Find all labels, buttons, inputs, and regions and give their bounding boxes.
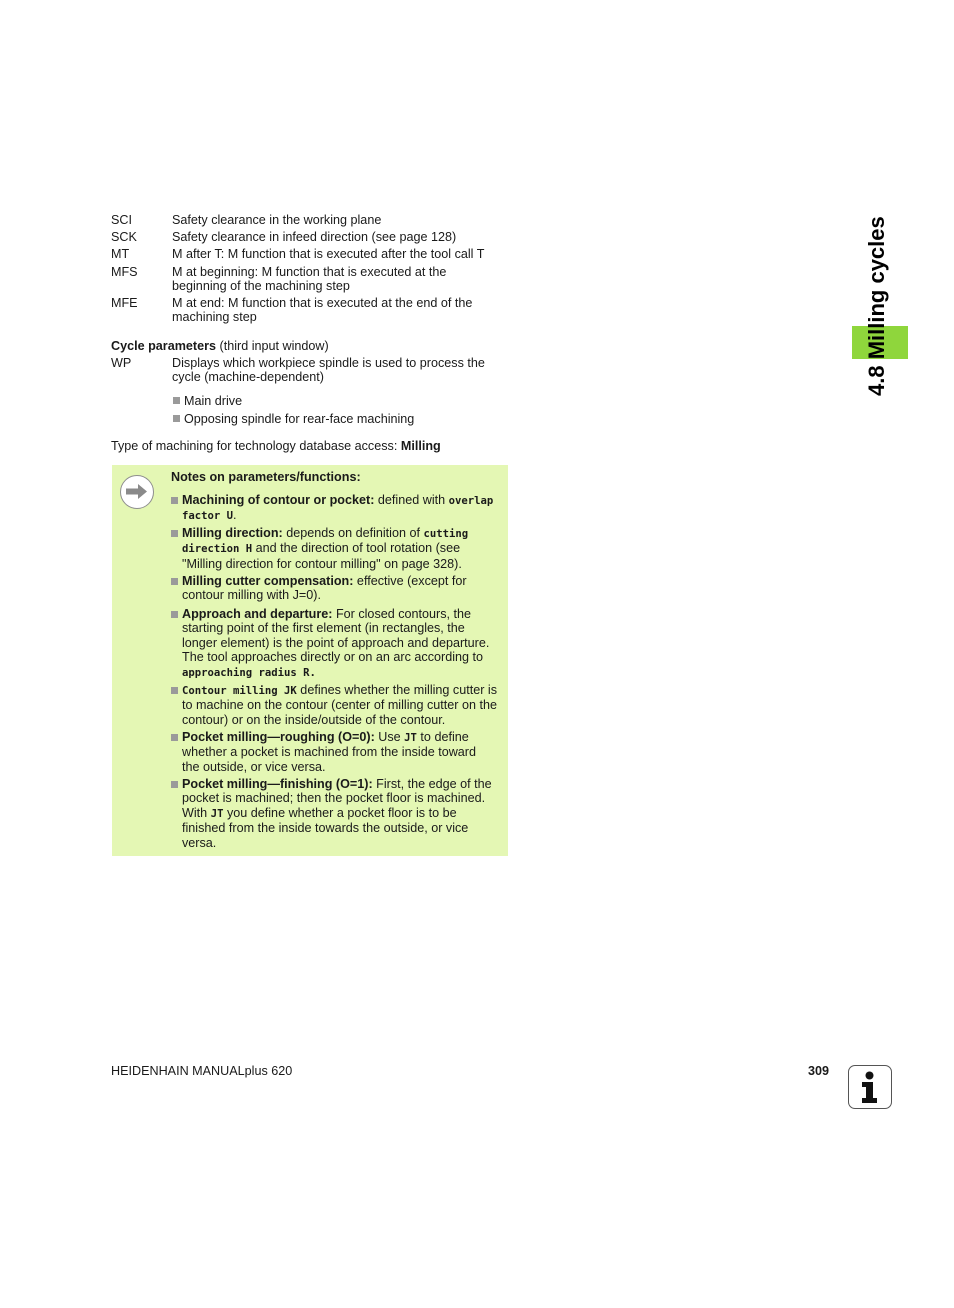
param-code: SCK — [111, 230, 137, 244]
notes-box — [112, 465, 508, 856]
notes-title: Notes on parameters/functions: — [171, 470, 361, 484]
note-code: JT — [404, 732, 417, 744]
note-text: to define whether a pocket is machined from the inside toward the outside, or vice versa. — [182, 730, 477, 774]
note-text: effective (except for contour milling with J=0). — [182, 574, 467, 603]
note-text: you define whether a pocket floor is to be finished from the inside towards the outside, or vice versa. — [182, 805, 469, 850]
note-code: overlap factor U — [182, 495, 494, 523]
bullet-icon — [171, 578, 178, 585]
option-item — [173, 394, 242, 408]
param-code: WP — [111, 356, 132, 370]
param-desc: M at end: M function that is executed at the end of the machining step — [172, 296, 473, 325]
param-desc: Displays which workpiece spindle is used to process the cycle (machine-dependent) — [172, 356, 485, 385]
note-code: cutting direction H — [182, 528, 469, 556]
note-code: JT — [210, 807, 224, 820]
option-label: Opposing spindle for rear-face machining — [184, 412, 415, 426]
note-code: approaching radius R. — [182, 666, 316, 679]
bullet-icon — [171, 734, 178, 741]
bullet-icon — [173, 415, 180, 422]
bullet-icon — [171, 530, 178, 537]
note-text: Use — [374, 730, 405, 744]
bullet-icon — [171, 781, 178, 788]
note-text: depends on definition of — [282, 526, 424, 540]
note-bold: Pocket milling—finishing (O=1): — [182, 777, 373, 791]
note-bold: Pocket milling—roughing (O=0): — [182, 730, 375, 744]
chapter-heading: 4.8 Milling cycles — [864, 216, 889, 396]
bullet-icon — [173, 397, 180, 404]
param-code: SCI — [111, 213, 132, 227]
note-text: . — [233, 508, 237, 523]
option-item — [173, 412, 414, 426]
bullet-icon — [171, 497, 178, 504]
bullet-icon — [171, 611, 178, 618]
machining-type-label: Type of machining for technology database access: — [111, 439, 401, 453]
note-bold: Machining of contour or pocket: — [182, 493, 375, 507]
note-text: First, the edge of the pocket is machined; then the pocket floor is machined. With — [182, 777, 492, 820]
note-text: defined with — [374, 493, 449, 507]
note-text: defines whether the milling cutter is to machine on the contour (center of milling cutter on the contour) or on the inside/outside of the contour. — [182, 683, 498, 727]
note-code: Contour milling JK — [182, 685, 297, 697]
note-text: and the direction of tool rotation (see "Milling direction for contour milling" on page 328). — [182, 541, 462, 571]
info-icon — [848, 1065, 892, 1109]
machining-type-value: Milling — [400, 439, 441, 453]
arrow-right-icon — [120, 475, 154, 509]
param-code: MFE — [111, 296, 138, 310]
note-bold: Approach and departure: — [182, 607, 333, 621]
param-desc: M at beginning: M function that is executed at the beginning of the machining step — [172, 265, 447, 294]
page-number: 309 — [808, 1064, 830, 1078]
cycle-params-subtitle: (third input window) — [216, 339, 329, 353]
note-text: For closed contours, the starting point of the first element (in rectangles, the longer element) is the point of approach and departure. The tool approaches directly or on an arc according to — [182, 607, 490, 665]
bullet-icon — [171, 687, 178, 694]
param-desc: M after T: M function that is executed after the tool call T — [172, 247, 485, 261]
cycle-params-title: Cycle parameters — [111, 339, 217, 353]
param-code: MFS — [111, 265, 138, 279]
note-bold: Milling cutter compensation: — [182, 574, 354, 588]
param-code: MT — [111, 247, 130, 261]
param-desc: Safety clearance in the working plane — [172, 213, 382, 227]
param-desc: Safety clearance in infeed direction (see page 128) — [172, 230, 457, 244]
footer-product: HEIDENHAIN MANUALplus 620 — [111, 1064, 293, 1078]
cycle-params-heading — [111, 339, 329, 353]
option-label: Main drive — [184, 394, 243, 408]
note-bold: Milling direction: — [182, 526, 283, 540]
machining-type — [111, 439, 441, 453]
